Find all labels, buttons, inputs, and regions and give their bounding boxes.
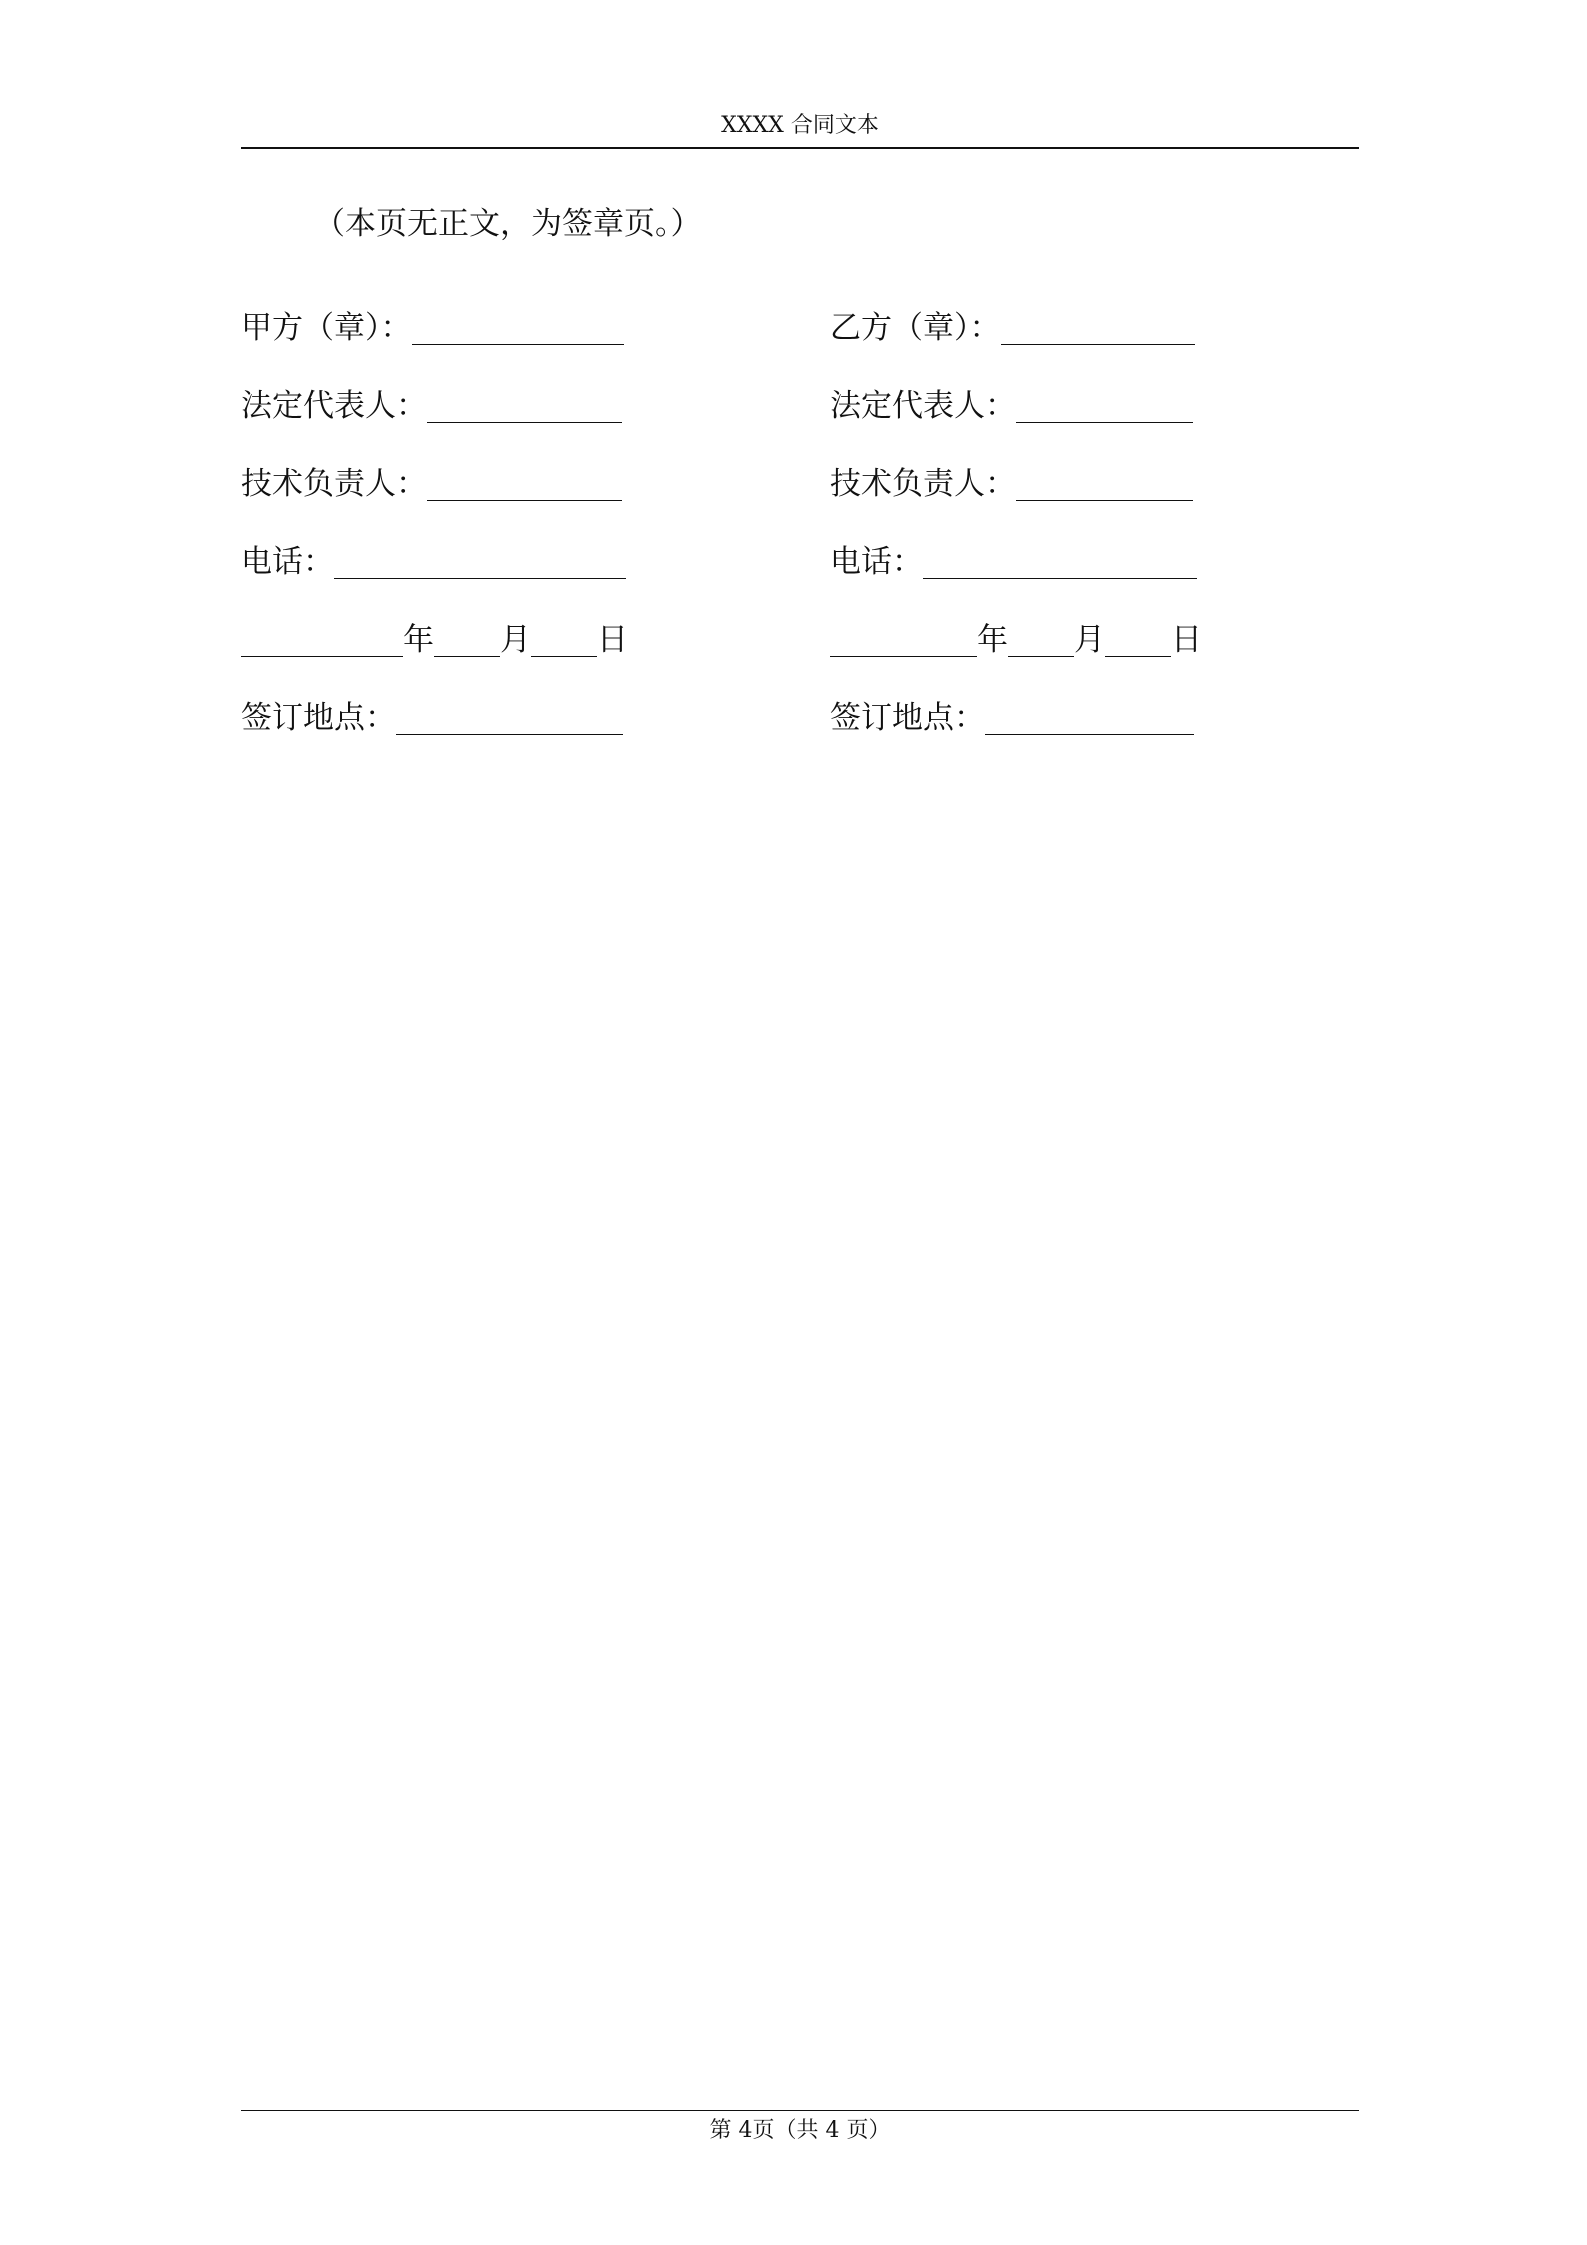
party-a-day-label: 日 — [597, 622, 628, 658]
party-b-seal-label: 乙方（章）： — [830, 310, 1001, 346]
party-a-legal-rep-field[interactable] — [427, 386, 622, 423]
party-b-phone-label: 电话： — [830, 544, 923, 580]
party-b-place-label: 签订地点： — [830, 700, 985, 736]
party-b-day-field[interactable] — [1105, 620, 1171, 657]
party-a-tech-lead-row — [241, 464, 628, 542]
party-a-seal-label: 甲方（章）： — [241, 310, 412, 346]
party-a-tech-lead-label: 技术负责人： — [241, 466, 427, 502]
page-number: 第 4页（共 4 页） — [709, 2118, 891, 2143]
party-b-seal-field[interactable] — [1001, 308, 1195, 345]
party-a-seal-row — [241, 308, 628, 386]
party-a-signature-block — [241, 308, 628, 776]
party-b-day-label: 日 — [1171, 622, 1202, 658]
party-a-day-field[interactable] — [531, 620, 597, 657]
party-b-place-field[interactable] — [985, 698, 1194, 735]
party-a-place-label: 签订地点： — [241, 700, 396, 736]
party-b-year-label: 年 — [977, 622, 1008, 658]
party-b-legal-rep-row — [830, 386, 1202, 464]
party-a-month-label: 月 — [500, 622, 531, 658]
party-b-date-row — [830, 620, 1202, 698]
party-b-legal-rep-field[interactable] — [1016, 386, 1193, 423]
party-a-legal-rep-row — [241, 386, 628, 464]
header-divider — [241, 147, 1359, 149]
party-b-seal-row — [830, 308, 1202, 386]
party-a-year-field[interactable] — [241, 620, 403, 657]
party-a-seal-field[interactable] — [412, 308, 624, 345]
footer-divider — [241, 2110, 1359, 2111]
signature-page-note: （本页无正文，为签章页。） — [314, 206, 702, 242]
party-b-signature-block — [830, 308, 1202, 776]
party-a-tech-lead-field[interactable] — [427, 464, 622, 501]
party-a-phone-label: 电话： — [241, 544, 334, 580]
page-header-title: XXXX 合同文本 — [721, 113, 879, 138]
party-a-phone-row — [241, 542, 628, 620]
party-a-phone-field[interactable] — [334, 542, 626, 579]
party-b-tech-lead-label: 技术负责人： — [830, 466, 1016, 502]
party-b-month-field[interactable] — [1008, 620, 1074, 657]
party-b-tech-lead-field[interactable] — [1016, 464, 1193, 501]
party-a-month-field[interactable] — [434, 620, 500, 657]
party-b-phone-row — [830, 542, 1202, 620]
party-a-legal-rep-label: 法定代表人： — [241, 388, 427, 424]
party-b-tech-lead-row — [830, 464, 1202, 542]
party-b-month-label: 月 — [1074, 622, 1105, 658]
party-a-year-label: 年 — [403, 622, 434, 658]
party-b-phone-field[interactable] — [923, 542, 1197, 579]
party-b-year-field[interactable] — [830, 620, 977, 657]
party-a-date-row — [241, 620, 628, 698]
party-a-place-field[interactable] — [396, 698, 623, 735]
party-b-place-row — [830, 698, 1202, 776]
party-b-legal-rep-label: 法定代表人： — [830, 388, 1016, 424]
party-a-place-row — [241, 698, 628, 776]
